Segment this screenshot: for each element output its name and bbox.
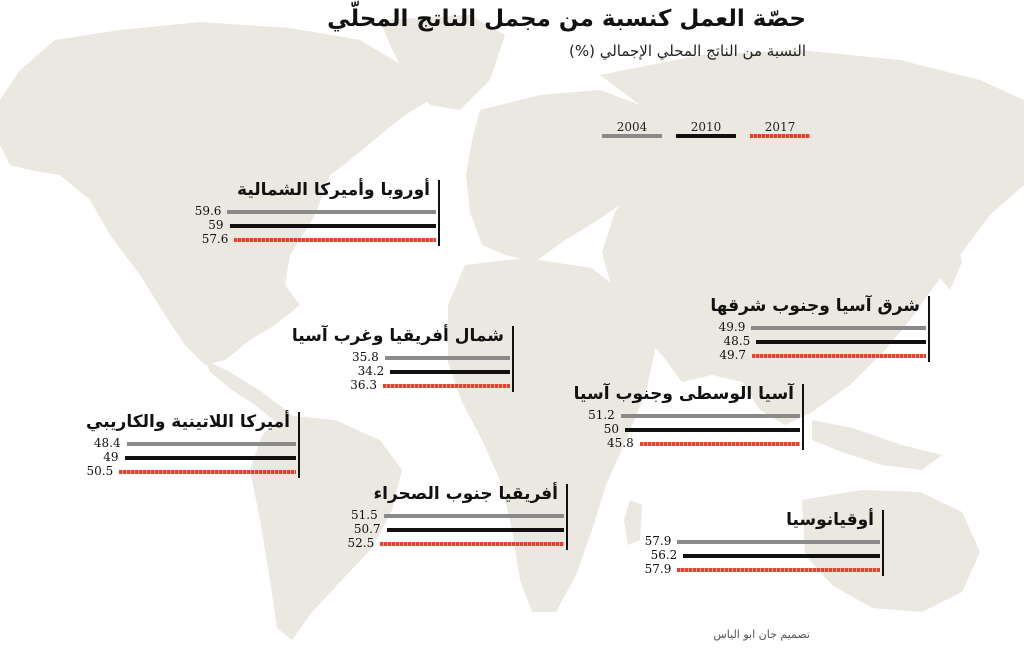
designer-credit: تصميم جان ابو الياس: [713, 628, 810, 641]
value-label-2017: 57.9: [644, 562, 672, 576]
bar-2017: [640, 442, 800, 446]
bar-2017: [383, 384, 510, 388]
value-label-2017: 57.6: [201, 232, 229, 246]
region-oceania: [630, 510, 884, 584]
legend-item-2017: [750, 120, 810, 142]
region-name: أوقيانوسيا: [786, 510, 874, 530]
value-label-2004: 51.2: [588, 408, 615, 422]
legend-swatch-2004: [602, 134, 662, 138]
value-label-2017: 45.8: [606, 436, 634, 450]
region-axis-line: [512, 326, 514, 392]
bar-2004: [677, 540, 880, 544]
value-label-2010: 50.7: [353, 522, 381, 536]
value-label-2004: 59.6: [194, 204, 222, 218]
value-label-2010: 59: [208, 218, 224, 232]
region-axis-line: [802, 384, 804, 450]
bar-2004: [385, 356, 510, 360]
value-label-2010: 48.5: [723, 334, 751, 348]
region-axis-line: [438, 180, 440, 246]
value-label-2004: 48.4: [93, 436, 121, 450]
region-name: آسيا الوسطى وجنوب آسيا: [573, 384, 794, 404]
legend-label-2010: 2010: [690, 120, 722, 134]
region-name: شرق آسيا وجنوب شرقها: [710, 296, 920, 316]
bar-2017: [380, 542, 564, 546]
region-name: أفريقيا جنوب الصحراء: [373, 484, 558, 504]
value-label-2004: 51.5: [351, 508, 378, 522]
value-label-2017: 36.3: [350, 378, 377, 392]
region-axis-line: [882, 510, 884, 576]
bar-2004: [384, 514, 564, 518]
region-axis-line: [928, 296, 930, 362]
region-europe-north-america: [150, 180, 440, 250]
value-label-2010: 49: [103, 450, 119, 464]
chart-title: حصّة العمل كنسبة من مجمل الناتج المحلّي: [327, 6, 806, 32]
value-label-2004: 35.8: [351, 350, 379, 364]
bar-2004: [621, 414, 800, 418]
bar-2004: [227, 210, 436, 214]
region-name: أوروبا وأميركا الشمالية: [237, 180, 430, 200]
bar-2017: [752, 354, 926, 358]
bar-2004: [127, 442, 296, 446]
bar-2010: [683, 554, 880, 558]
chart-subtitle: النسبة من الناتج المحلي الإجمالي (%): [568, 42, 806, 60]
region-name: أميركا اللاتينية والكاريبي: [86, 412, 290, 432]
legend-label-2017: 2017: [764, 120, 796, 134]
legend-item-2004: [602, 120, 662, 142]
bar-2017: [234, 238, 436, 242]
value-label-2004: 57.9: [644, 534, 672, 548]
value-label-2004: 49.9: [718, 320, 746, 334]
bar-2010: [125, 456, 297, 460]
bar-2010: [625, 428, 800, 432]
legend-swatch-2017: [750, 134, 810, 138]
value-label-2017: 52.5: [347, 536, 375, 550]
region-axis-line: [298, 412, 300, 478]
region-east-southeast-asia: [690, 296, 930, 360]
value-label-2017: 50.5: [86, 464, 114, 478]
bar-2010: [756, 340, 926, 344]
bar-2017: [677, 568, 880, 572]
bar-2004: [751, 326, 926, 330]
legend-swatch-2010: [676, 134, 736, 138]
region-sub-saharan-africa: [330, 484, 568, 554]
bar-2010: [387, 528, 564, 532]
region-north-africa-west-asia: [291, 326, 514, 392]
value-label-2010: 56.2: [650, 548, 678, 562]
value-label-2010: 50: [603, 422, 619, 436]
region-axis-line: [566, 484, 568, 550]
region-latin-america-caribbean: [80, 412, 300, 476]
bar-2010: [390, 370, 510, 374]
region-central-south-asia: [570, 384, 804, 456]
legend-label-2004: 2004: [616, 120, 648, 134]
bar-2017: [119, 470, 296, 474]
value-label-2010: 34.2: [357, 364, 385, 378]
legend-item-2010: [676, 120, 736, 142]
region-name: شمال أفريقيا وغرب آسيا: [291, 326, 504, 346]
bar-2010: [230, 224, 437, 228]
value-label-2017: 49.7: [719, 348, 747, 362]
